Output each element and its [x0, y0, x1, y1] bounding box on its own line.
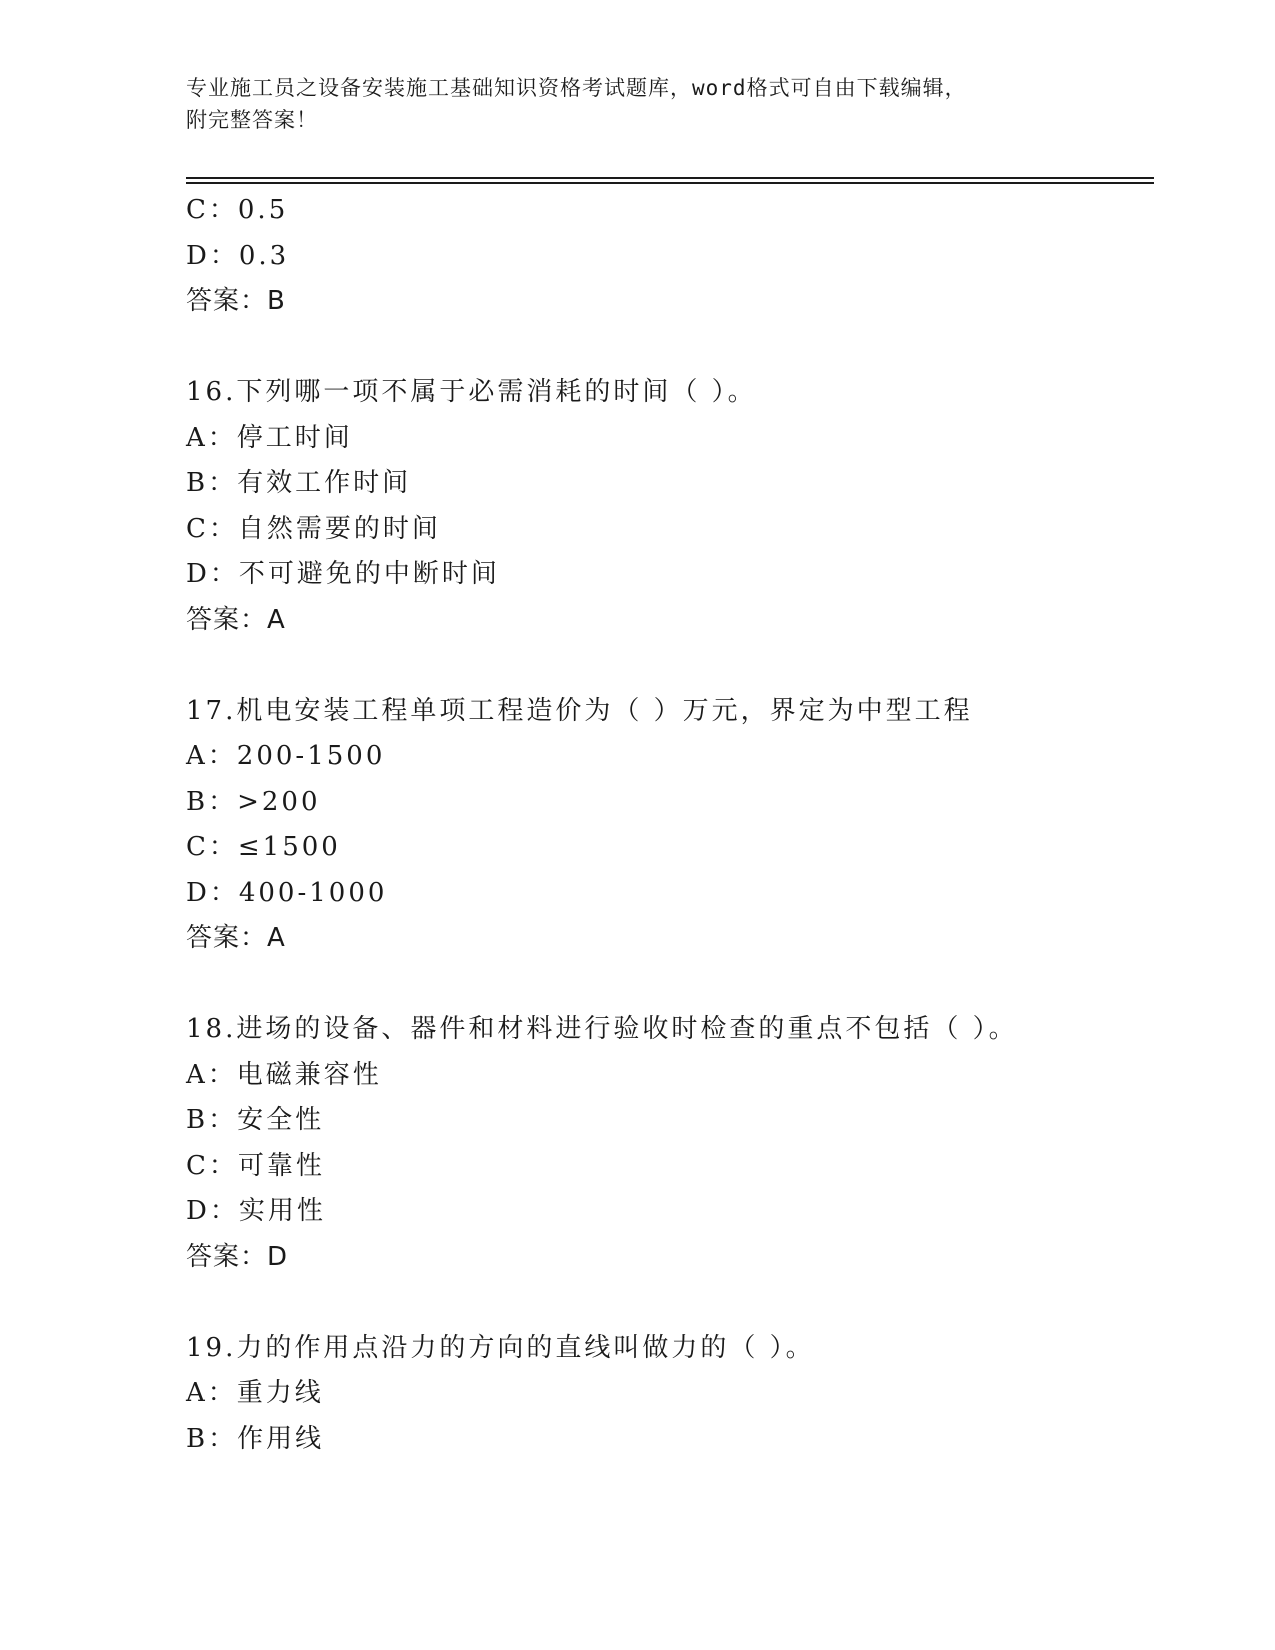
option-b: B：作用线: [186, 1423, 325, 1454]
document-header: [186, 72, 1086, 136]
option-c: C：≤1500: [186, 832, 341, 862]
header-title-line-1: 专业施工员之设备安装施工基础知识资格考试题库，word格式可自由下载编辑，: [186, 76, 967, 100]
option-c: C：可靠性: [186, 1150, 325, 1181]
question-block-17: [186, 689, 1154, 962]
question-text: 18.进场的设备、器件和材料进行验收时检查的重点不包括（ ）。: [186, 1014, 1018, 1044]
option-a: A：电磁兼容性: [186, 1059, 382, 1090]
option-a: A：停工时间: [186, 422, 353, 453]
spacer: [186, 962, 1154, 1008]
question-block-15: [186, 188, 1154, 325]
question-block-16: [186, 370, 1154, 643]
question-list: [186, 188, 1154, 1462]
option-d: D：不可避免的中断时间: [186, 559, 500, 589]
answer-line: 答案：A: [186, 923, 286, 953]
answer-line: 答案：D: [186, 1241, 289, 1272]
header-title-line-2: 附完整答案！: [186, 108, 318, 132]
option-d: D：400-1000: [186, 877, 388, 908]
spacer: [186, 1280, 1154, 1326]
header-divider-top: [186, 177, 1154, 179]
question-text: 19.力的作用点沿力的方向的直线叫做力的（ ）。: [186, 1332, 815, 1363]
question-text: 17.机电安装工程单项工程造价为（ ）万元，界定为中型工程: [186, 695, 973, 726]
header-divider-bottom: [186, 182, 1154, 184]
option-a: A：200-1500: [186, 741, 386, 771]
option-a: A：重力线: [186, 1378, 324, 1408]
spacer: [186, 643, 1154, 689]
option-b: B：安全性: [186, 1105, 325, 1135]
option-c: C：自然需要的时间: [186, 513, 441, 544]
question-text: 16.下列哪一项不属于必需消耗的时间（ ）。: [186, 377, 757, 407]
option-b: B：有效工作时间: [186, 468, 412, 498]
option-d: D：0.3: [186, 240, 290, 271]
spacer: [186, 325, 1154, 371]
question-block-18: [186, 1007, 1154, 1280]
answer-line: 答案：B: [186, 286, 286, 316]
option-c: C：0.5: [186, 195, 289, 225]
option-d: D：实用性: [186, 1196, 326, 1226]
option-b: B：>200: [186, 786, 321, 817]
answer-line: 答案：A: [186, 604, 286, 635]
question-block-19: [186, 1326, 1154, 1463]
